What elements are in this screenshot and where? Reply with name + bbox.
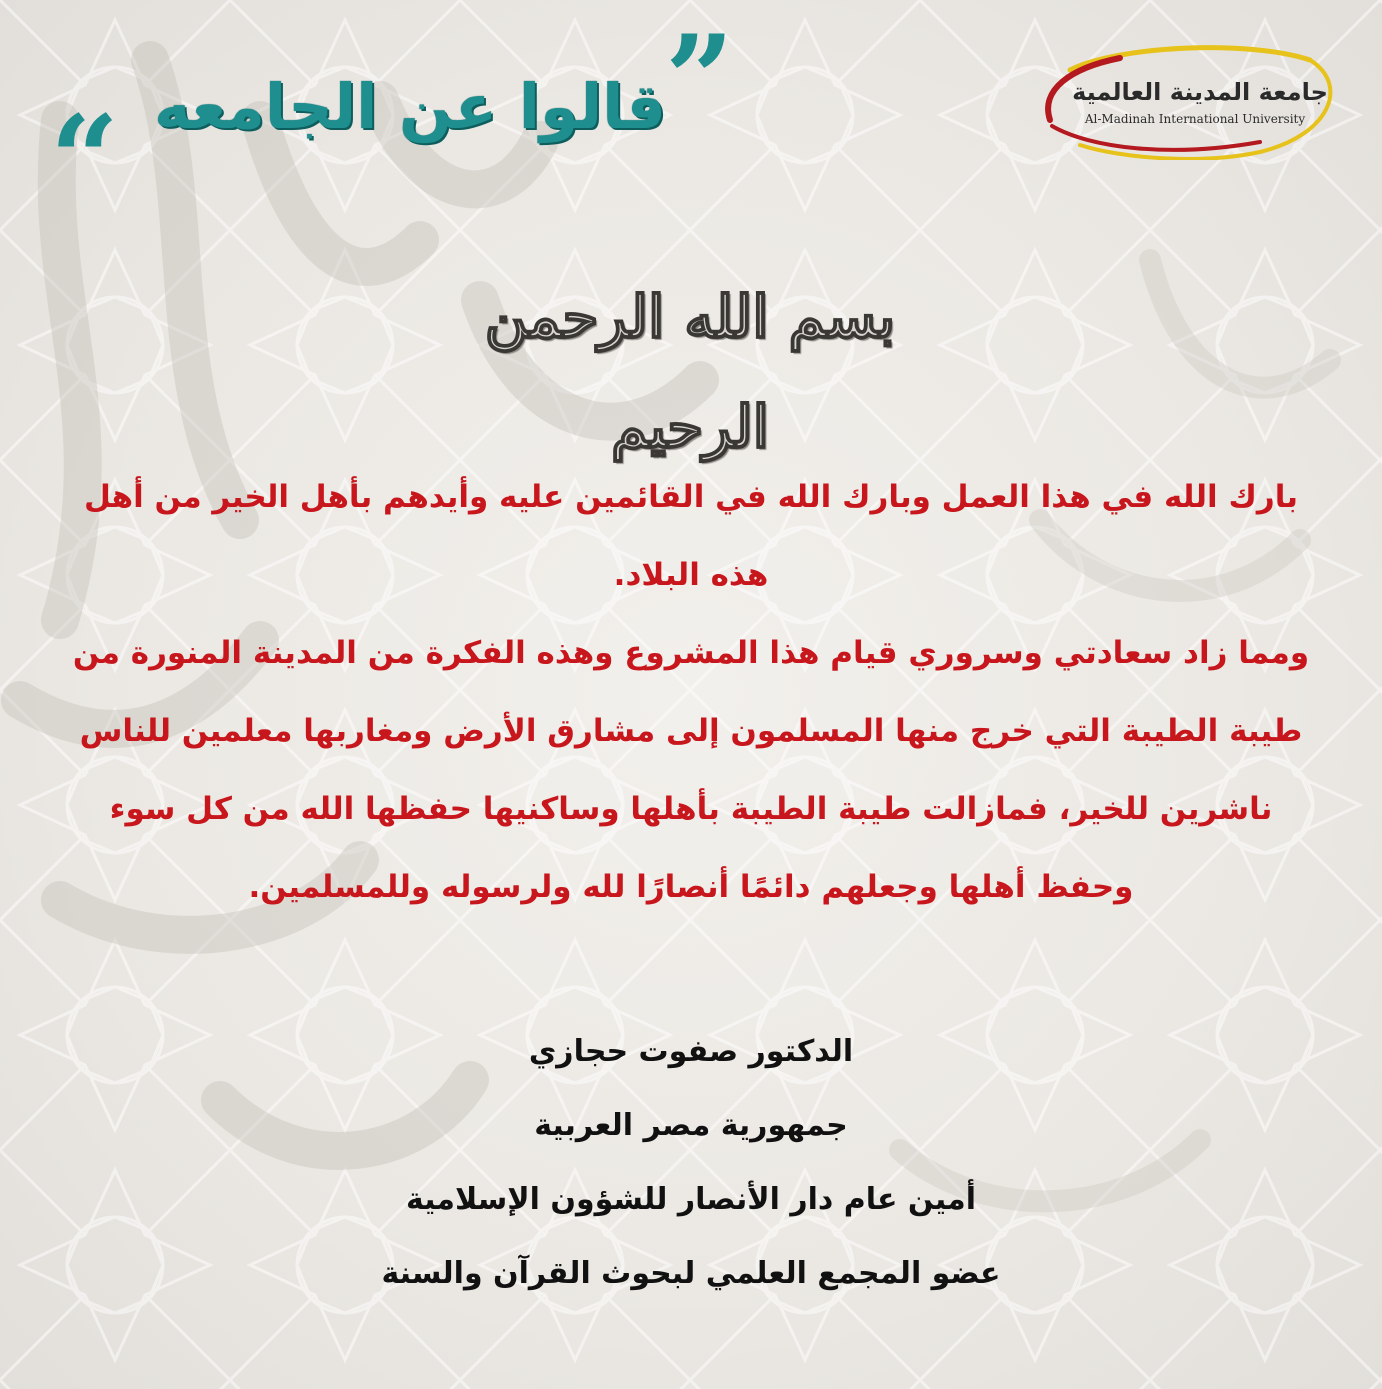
body-line: ناشرين للخير، فمازالت طيبة الطيبة بأهلها وساكنيها حفظها الله من كل سوء (109, 791, 1273, 827)
body-line: وحفظ أهلها وجعلهم دائمًا أنصارًا لله ولرسوله وللمسلمين. (248, 869, 1134, 905)
logo-name-english: Al-Madinah International University (1084, 112, 1306, 126)
author-name: الدكتور صفوت حجازي (528, 1034, 854, 1069)
title-block (40, 9, 760, 230)
body-line: بارك الله في هذا العمل وبارك الله في القائمين عليه وأيدهم بأهل الخير من أهل (83, 479, 1299, 515)
close-quote-icon: ” (665, 9, 735, 150)
author-membership: عضو المجمع العلمي لبحوث القرآن والسنة (381, 1256, 1001, 1291)
basmala-text: بسم الله الرحمن الرحيم (484, 283, 896, 461)
author-position: أمين عام دار الأنصار للشؤون الإسلامية (405, 1182, 976, 1217)
open-quote-icon: “ (50, 89, 120, 230)
body-line: هذه البلاد. (613, 557, 769, 593)
signature-block (200, 1015, 1182, 1311)
university-logo (1030, 40, 1340, 160)
body-line: طيبة الطيبة التي خرج منها المسلمون إلى مشارق الأرض ومغاربها معلمين للناس (79, 713, 1303, 749)
author-country: جمهورية مصر العربية (534, 1108, 848, 1143)
page-title: قالوا عن الجامعه (153, 70, 667, 143)
body-line: ومما زاد سعادتي وسروري قيام هذا المشروع وهذه الفكرة من المدينة المنورة من (72, 635, 1310, 671)
testimonial-body (40, 458, 1342, 926)
logo-name-arabic: جامعة المدينة العالمية (1072, 78, 1328, 106)
basmala (420, 262, 960, 461)
